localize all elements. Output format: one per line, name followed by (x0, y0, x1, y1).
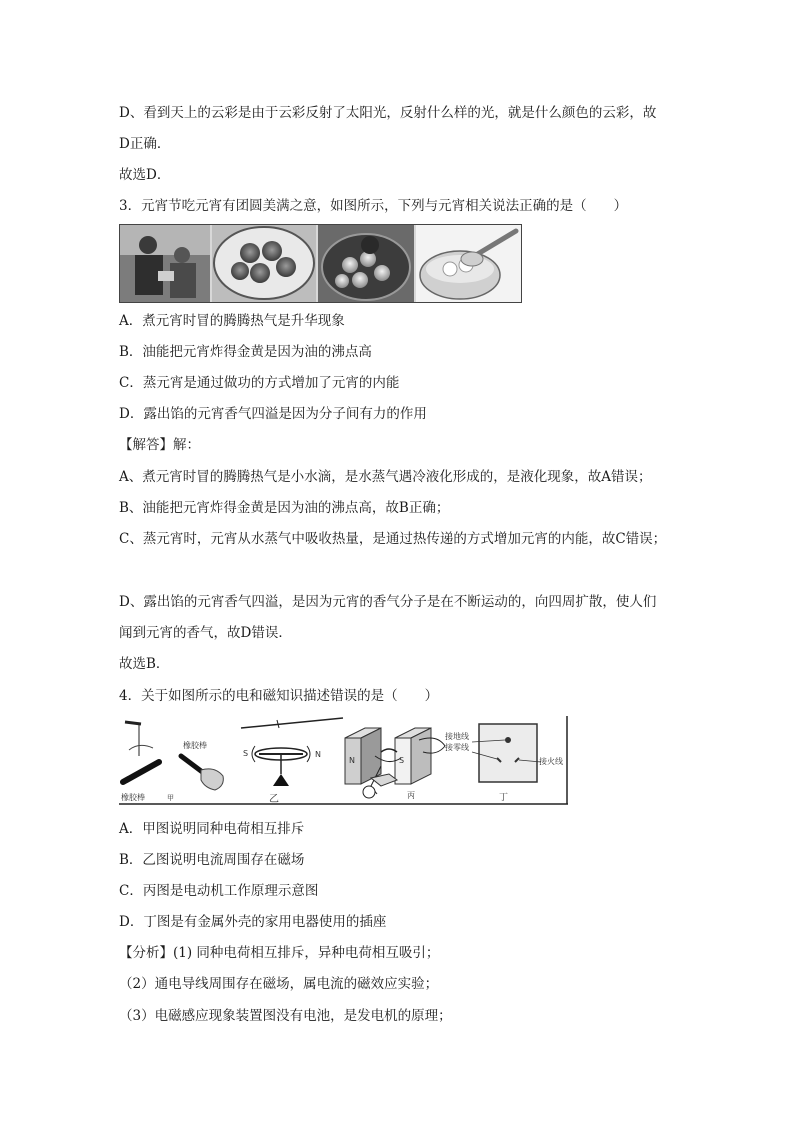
q3-conclusion: 故选B． (119, 656, 170, 672)
q3-option-a: A．煮元宵时冒的腾腾热气是升华现象 (119, 313, 345, 329)
q3-option-c: C．蒸元宵是通过做功的方式增加了元宵的内能 (119, 375, 400, 391)
q4-analysis-1: 【分析】(1) 同种电荷相互排斥，异种电荷相互吸引； (119, 945, 440, 961)
q3-answer-heading: 【解答】解： (119, 437, 200, 453)
label-bing: 丙 (407, 791, 415, 800)
diagram-yi (241, 718, 343, 786)
q3-answer-d-line-2: 闻到元宵的香气，故D错误． (119, 625, 292, 641)
label-jia: 甲 (167, 794, 174, 802)
q3-figure (119, 224, 522, 303)
diagram-bing (345, 728, 445, 798)
q4-figure (119, 716, 568, 805)
q3-option-b: B．油能把元宵炸得金黄是因为油的沸点高 (119, 344, 372, 360)
label-ding: 丁 (499, 793, 509, 803)
label-live-wire: 接火线 (539, 757, 563, 766)
prev-answer-line-1: D、看到天上的云彩是由于云彩反射了太阳光，反射什么样的光，就是什么颜色的云彩，故 (119, 105, 657, 121)
q3-answer-c: C、蒸元宵时，元宵从水蒸气中吸收热量，是通过热传递的方式增加元宵的内能，故C错误； (119, 531, 667, 547)
q3-stem: 3．元宵节吃元宵有团圆美满之意，如图所示，下列与元宵相关说法正确的是（ ） (119, 198, 628, 214)
label-n2: N (349, 756, 355, 765)
q4-option-c: C．丙图是电动机工作原理示意图 (119, 883, 319, 899)
label-rod-top: 橡胶棒 (183, 741, 207, 750)
label-rod-bottom: 橡胶棒 (121, 793, 145, 802)
q4-analysis-3: （3）电磁感应现象装置图没有电池，是发电机的原理； (119, 1008, 452, 1024)
yuanxiao-photo-strip (120, 225, 521, 302)
q4-analysis-2: （2）通电导线周围存在磁场，属电流的磁效应实验； (119, 976, 439, 992)
label-yi: 乙 (269, 794, 279, 805)
label-s2: S (399, 756, 405, 765)
label-ground-wire: 接地线 (445, 732, 469, 741)
prev-answer-line-2: D正确． (119, 136, 171, 152)
q3-option-d: D．露出馅的元宵香气四溢是因为分子间有力的作用 (119, 406, 427, 422)
q3-answer-b: B、油能把元宵炸得金黄是因为油的沸点高，故B正确； (119, 500, 450, 516)
q4-option-a: A．甲图说明同种电荷相互排斥 (119, 821, 305, 837)
label-s: S (243, 749, 249, 758)
q4-stem: 4．关于如图所示的电和磁知识描述错误的是（ ） (119, 688, 439, 704)
q3-answer-a: A、煮元宵时冒的腾腾热气是小水滴，是水蒸气遇冷液化形成的，是液化现象，故A错误； (119, 469, 652, 485)
label-neutral-wire: 接零线 (445, 743, 469, 752)
q3-answer-d-line-1: D、露出馅的元宵香气四溢，是因为元宵的香气分子是在不断运动的，向四周扩散，使人们 (119, 594, 657, 610)
q4-option-b: B．乙图说明电流周围存在磁场 (119, 852, 305, 868)
prev-answer-conclusion: 故选D． (119, 167, 171, 183)
label-n: N (315, 750, 321, 759)
q4-option-d: D．丁图是有金属外壳的家用电器使用的插座 (119, 914, 387, 930)
diagram-ding (472, 724, 541, 782)
diagram-jia (123, 722, 223, 790)
